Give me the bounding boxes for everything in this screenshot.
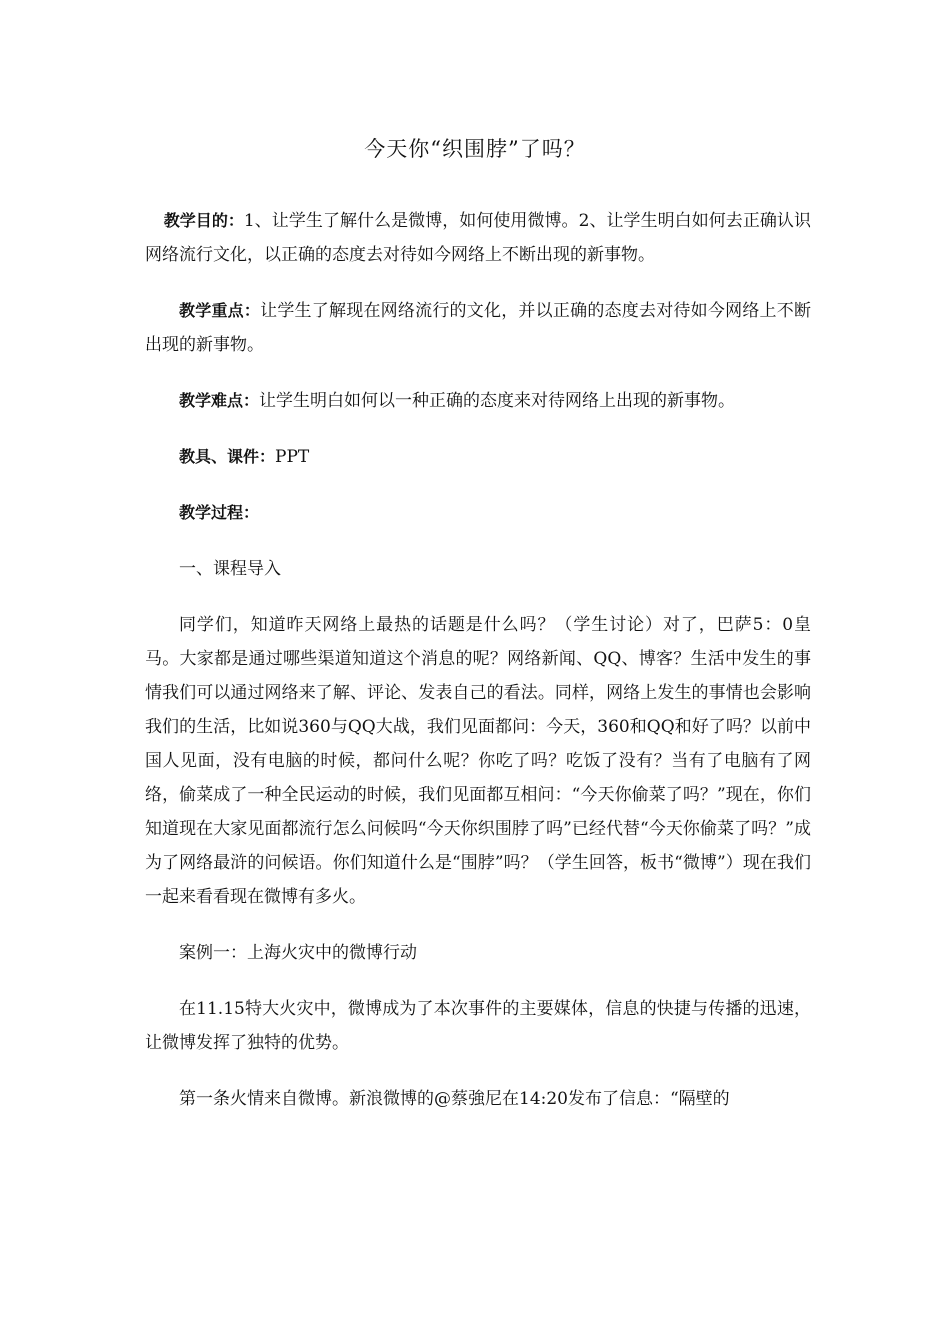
document-body xyxy=(145,204,811,1116)
difficulty-label: 教学难点： xyxy=(179,391,260,410)
process-paragraph xyxy=(145,496,811,530)
difficulty-paragraph xyxy=(145,384,811,418)
intro-paragraph: 同学们，知道昨天网络上最热的话题是什么吗？（学生讨论）对了，巴萨5：0皇马。大家都是通过哪些渠道知道这个消息的呢？网络新闻、QQ、博客？生活中发生的事情我们可以通过网络来了解、评论、发表自己的看法。同样，网络上发生的事情也会影响我们的生活，比如说360与QQ大战，我们见面都问：今天，360和QQ和好了吗？以前中国人见面，没有电脑的时候，都问什么呢？你吃了吗？吃饭了没有？当有了电脑有了网络，偷菜成了一种全民运动的时候，我们见面都互相问：“今天你偷菜了吗？”现在，你们知道现在大家见面都流行怎么问候吗“今天你织围脖了吗”已经代替“今天你偷菜了吗？”成为了网络最浒的问候语。你们知道什么是“围脖”吗？（学生回答，板书“微博”）现在我们一起来看看现在微博有多火。 xyxy=(145,615,811,907)
key-point-paragraph xyxy=(145,294,811,362)
objective-paragraph xyxy=(145,204,811,272)
key-point-text: 让学生了解现在网络流行的文化，并以正确的态度去对待如今网络上不断出现的新事物。 xyxy=(145,301,811,355)
process-label: 教学过程： xyxy=(179,503,260,522)
tools-paragraph xyxy=(145,440,811,474)
objective-text: 1、让学生了解什么是微博，如何使用微博。2、让学生明白如何去正确认识网络流行文化，以正确的态度去对待如今网络上不断出现的新事物。 xyxy=(145,211,811,265)
key-point-label: 教学重点： xyxy=(179,301,261,320)
difficulty-text: 让学生明白如何以一种正确的态度来对待网络上出现的新事物。 xyxy=(259,391,736,411)
case1-paragraph-2: 第一条火情来自微博。新浪微博的@蔡強尼在14:20发布了信息：“隔壁的 xyxy=(179,1089,730,1109)
objective-label: 教学目的： xyxy=(163,211,244,230)
page-title: 今天你“织围脖”了吗？ xyxy=(364,137,586,161)
case1-paragraph: 在11.15特大火灾中，微博成为了本次事件的主要媒体，信息的快捷与传播的迅速，让微博发挥了独特的优势。 xyxy=(145,999,811,1053)
tools-text: PPT xyxy=(275,447,310,467)
intro-heading: 一、课程导入 xyxy=(179,559,281,579)
case1-heading: 案例一：上海火灾中的微博行动 xyxy=(179,943,417,963)
tools-label: 教具、课件： xyxy=(179,447,276,466)
